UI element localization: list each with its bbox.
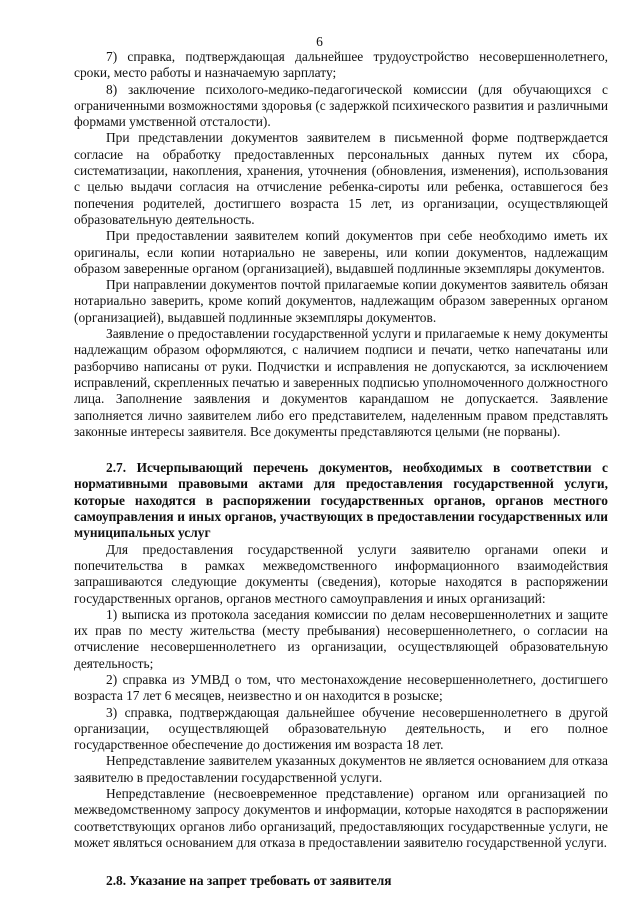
paragraph-item-8: 8) заключение психолого-медико-педагогической комиссии (для обучающихся с ограниченными возможностями здоровья (с задержкой психического развития и различными формами умственной отсталости). bbox=[74, 81, 608, 130]
paragraph-non-submission: Непредставление заявителем указанных документов не является основанием для отказа заявителю в предоставлении государственной услуги. bbox=[74, 753, 608, 785]
section-gap bbox=[74, 440, 608, 460]
page-content bbox=[74, 49, 608, 890]
paragraph-consent: При представлении документов заявителем в письменной форме подтверждается согласие на обработку предоставленных персональных данных путем их сбора, систематизации, накопления, хранения, уточнения (обновления, изменения), использования с целью выдачи согласия на отчисление ребенка-сироты или ребенка, оставшегося без попечения родителей, достигшего возраста 15 лет, из организации, осуществляющей образовательную деятельность. bbox=[74, 130, 608, 227]
paragraph-doc-1: 1) выписка из протокола заседания комиссии по делам несовершеннолетних и защите их прав по месту жительства (месту пребывания) несовершеннолетнего, о согласии на отчисление несовершеннолетнего из организации, осуществляющей образовательную деятельность; bbox=[74, 606, 608, 671]
paragraph-postal: При направлении документов почтой прилагаемые копии документов заявитель обязан нотариально заверить, кроме копий документов, надлежащим образом заверенных органом (организацией), выдавшей подлинные экземпляры документов. bbox=[74, 277, 608, 325]
paragraph-late-submission: Непредставление (несвоевременное представление) органом или организацией по межведомственному запросу документов и информации, которые находятся в распоряжении соответствующих органов либо организаций, предоставляющих государственные услуги, не может являться основанием для отказа в предоставлении заявителю государственной услуги. bbox=[74, 786, 608, 850]
section-heading-2-8: 2.8. Указание на запрет требовать от заявителя bbox=[106, 873, 392, 889]
paragraph-item-7: 7) справка, подтверждающая дальнейшее трудоустройство несовершеннолетнего, сроки, место работы и назначаемую зарплату; bbox=[74, 49, 608, 81]
paragraph-interagency-request: Для предоставления государственной услуги заявителю органами опеки и попечительства в рамках межведомственного информационного взаимодействия запрашиваются следующие документы (сведения), которые находятся в распоряжении государственных органов, органов местного самоуправления и иных организаций: bbox=[74, 541, 608, 606]
paragraph-originals: При предоставлении заявителем копий документов при себе необходимо иметь их оригиналы, если копии нотариально не заверены, или копии документов, надлежащим образом заверенные органом (организацией), выдавшей подлинные экземпляры документов. bbox=[74, 228, 608, 276]
page-number: 6 bbox=[316, 34, 323, 49]
paragraph-doc-3: 3) справка, подтверждающая дальнейшее обучение несовершеннолетнего в другой организации, осуществляющей образовательную деятельность, и его полное государственное обеспечение до достижения им возраста 18 лет. bbox=[74, 704, 608, 753]
section-gap bbox=[74, 851, 608, 873]
paragraph-doc-2: 2) справка из УМВД о том, что местонахождение несовершеннолетнего, достигшего возраста 17 лет 6 месяцев, неизвестно и он находится в розыске; bbox=[74, 671, 608, 704]
paragraph-application-form: Заявление о предоставлении государственной услуги и прилагаемые к нему документы надлежащим образом оформляются, с наличием подписи и печати, четко напечатаны или разборчиво написаны от руки. Подчистки и исправления не допускаются, за исключением исправлений, скрепленных печатью и заверенных подписью уполномоченного должностного лица. Заполнение заявления и документов карандашом не допускается. Заявление заполняется лично заявителем либо его представителем, наделенным правом представлять законные интересы заявителя. Все документы представляются целыми (не порваны). bbox=[74, 326, 608, 439]
section-heading-2-7: 2.7. Исчерпывающий перечень документов, необходимых в соответствии с нормативными правовыми актами для предоставления государственной услуги, которые находятся в распоряжении государственных органов, органов местного самоуправления и иных органов, участвующих в предоставлении государственных или муниципальных услуг bbox=[74, 460, 608, 541]
